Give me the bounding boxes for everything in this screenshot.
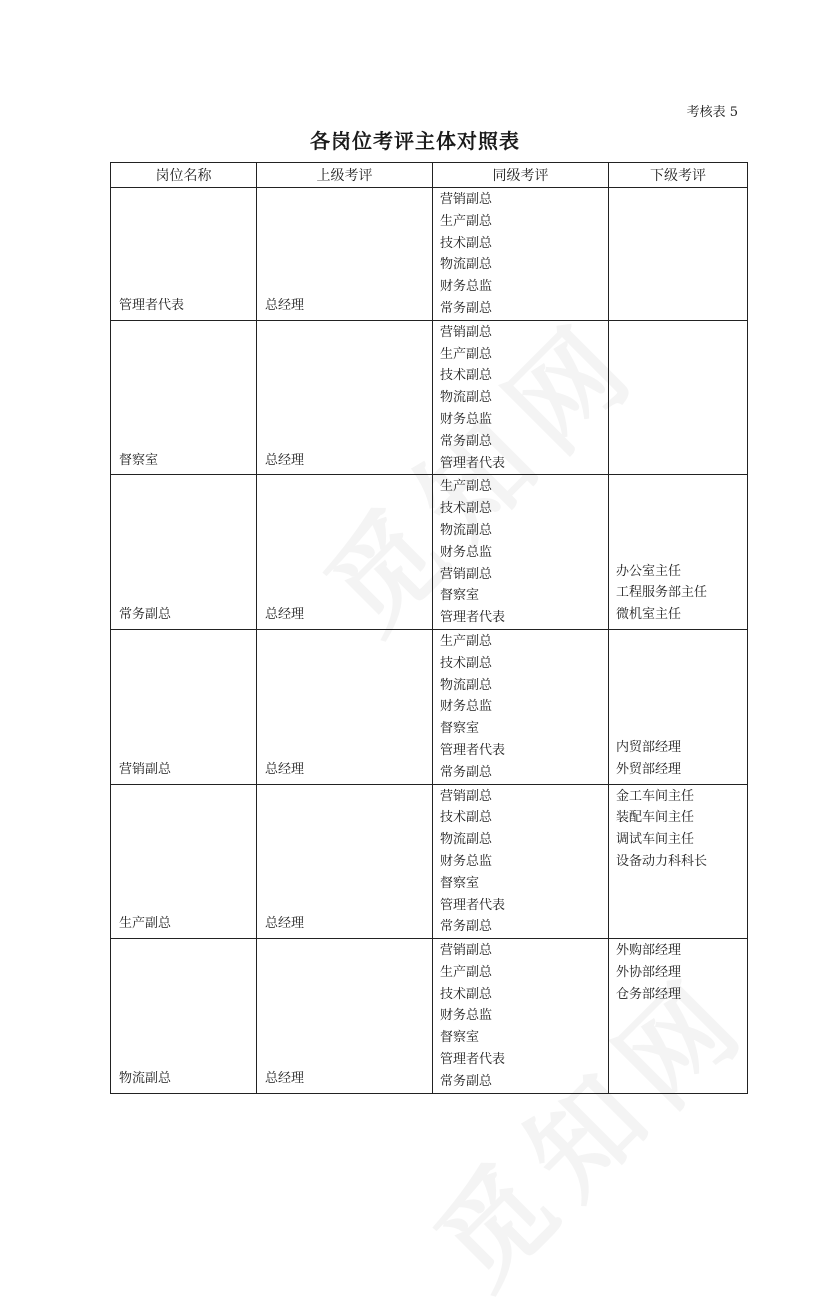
peer-evaluator: 物流副总 — [440, 832, 493, 848]
peer-evaluator: 管理者代表 — [440, 897, 506, 913]
subordinate-evaluator: 微机室主任 — [616, 607, 682, 623]
peer-evaluator: 生产副总 — [440, 213, 493, 229]
subordinate-evaluator: 工程服务部主任 — [616, 585, 708, 601]
peer-evaluator: 营销副总 — [440, 788, 493, 804]
subordinate-cell — [609, 188, 748, 321]
position-cell — [111, 629, 257, 784]
peer-cell — [433, 475, 609, 630]
subordinate-evaluator: 外协部经理 — [616, 964, 682, 980]
peer-evaluator: 常务副总 — [440, 433, 493, 449]
peer-evaluator: 生产副总 — [440, 633, 493, 649]
peer-evaluator: 物流副总 — [440, 522, 493, 538]
superior-cell — [257, 939, 433, 1094]
peer-evaluator: 督察室 — [440, 721, 480, 737]
superior-evaluator: 总经理 — [265, 1070, 305, 1086]
column-header: 同级考评 — [433, 163, 609, 188]
peer-evaluator: 物流副总 — [440, 390, 493, 406]
peer-evaluator: 常务副总 — [440, 764, 493, 780]
evaluation-table — [110, 162, 748, 1094]
subordinate-cell — [609, 629, 748, 784]
superior-cell — [257, 629, 433, 784]
peer-evaluator: 财务总监 — [440, 411, 493, 427]
peer-evaluator: 技术副总 — [440, 986, 493, 1002]
position-name: 常务副总 — [119, 607, 172, 623]
peer-evaluator: 营销副总 — [440, 324, 493, 340]
table-row — [111, 475, 748, 630]
subordinate-cell — [609, 939, 748, 1094]
peer-evaluator: 生产副总 — [440, 346, 493, 362]
peer-evaluator: 督察室 — [440, 1030, 480, 1046]
position-cell — [111, 320, 257, 475]
peer-evaluator: 管理者代表 — [440, 610, 506, 626]
peer-evaluator: 营销副总 — [440, 192, 493, 207]
position-name: 督察室 — [119, 452, 159, 468]
peer-evaluator: 财务总监 — [440, 279, 493, 295]
table-row — [111, 784, 748, 939]
subordinate-cell — [609, 784, 748, 939]
position-name: 物流副总 — [119, 1070, 172, 1086]
peer-evaluator: 技术副总 — [440, 810, 493, 826]
table-body — [111, 188, 748, 1094]
table-row — [111, 320, 748, 475]
peer-evaluator: 技术副总 — [440, 235, 493, 251]
peer-evaluator: 常务副总 — [440, 300, 493, 316]
subordinate-evaluator: 金工车间主任 — [616, 788, 695, 804]
position-cell — [111, 784, 257, 939]
superior-evaluator: 总经理 — [265, 607, 305, 623]
superior-cell — [257, 188, 433, 321]
position-cell — [111, 475, 257, 630]
peer-evaluator: 常务副总 — [440, 1073, 493, 1089]
subordinate-evaluator: 装配车间主任 — [616, 810, 695, 826]
superior-cell — [257, 475, 433, 630]
peer-evaluator: 财务总监 — [440, 544, 493, 560]
subordinate-evaluator: 设备动力科科长 — [616, 853, 708, 869]
subordinate-cell — [609, 320, 748, 475]
page-title: 各岗位考评主体对照表 — [310, 129, 520, 153]
peer-evaluator: 物流副总 — [440, 677, 493, 693]
position-cell — [111, 188, 257, 321]
superior-cell — [257, 320, 433, 475]
peer-evaluator: 督察室 — [440, 875, 480, 891]
position-name: 营销副总 — [119, 761, 172, 777]
peer-cell — [433, 188, 609, 321]
peer-evaluator: 财务总监 — [440, 1008, 493, 1024]
column-header: 上级考评 — [257, 163, 433, 188]
peer-evaluator: 管理者代表 — [440, 1052, 506, 1068]
table-row — [111, 188, 748, 321]
superior-evaluator: 总经理 — [265, 297, 305, 313]
subordinate-evaluator: 外贸部经理 — [616, 761, 682, 777]
peer-evaluator: 生产副总 — [440, 479, 493, 495]
position-cell — [111, 939, 257, 1094]
superior-cell — [257, 784, 433, 939]
column-header: 岗位名称 — [111, 163, 257, 188]
peer-cell — [433, 629, 609, 784]
peer-evaluator: 技术副总 — [440, 368, 493, 384]
peer-evaluator: 技术副总 — [440, 655, 493, 671]
peer-evaluator: 技术副总 — [440, 501, 493, 517]
peer-cell — [433, 320, 609, 475]
form-number: 考核表 5 — [686, 105, 738, 120]
peer-evaluator: 管理者代表 — [440, 455, 506, 471]
peer-evaluator: 财务总监 — [440, 853, 493, 869]
peer-cell — [433, 939, 609, 1094]
subordinate-evaluator: 办公室主任 — [616, 563, 682, 579]
subordinate-evaluator: 调试车间主任 — [616, 832, 695, 848]
peer-evaluator: 物流副总 — [440, 257, 493, 273]
table-header-row — [111, 163, 748, 188]
peer-evaluator: 生产副总 — [440, 964, 493, 980]
column-header: 下级考评 — [609, 163, 748, 188]
position-name: 管理者代表 — [119, 297, 185, 313]
peer-evaluator: 管理者代表 — [440, 742, 506, 758]
superior-evaluator: 总经理 — [265, 916, 305, 932]
peer-cell — [433, 784, 609, 939]
position-name: 生产副总 — [119, 916, 172, 932]
peer-evaluator: 常务副总 — [440, 919, 493, 935]
table-row — [111, 629, 748, 784]
subordinate-cell — [609, 475, 748, 630]
subordinate-evaluator: 仓务部经理 — [616, 986, 682, 1002]
superior-evaluator: 总经理 — [265, 761, 305, 777]
peer-evaluator: 营销副总 — [440, 566, 493, 582]
peer-evaluator: 财务总监 — [440, 699, 493, 715]
peer-evaluator: 营销副总 — [440, 943, 493, 959]
peer-evaluator: 督察室 — [440, 588, 480, 604]
table-row — [111, 939, 748, 1094]
superior-evaluator: 总经理 — [265, 452, 305, 468]
subordinate-evaluator: 内贸部经理 — [616, 739, 682, 755]
subordinate-evaluator: 外购部经理 — [616, 943, 682, 959]
